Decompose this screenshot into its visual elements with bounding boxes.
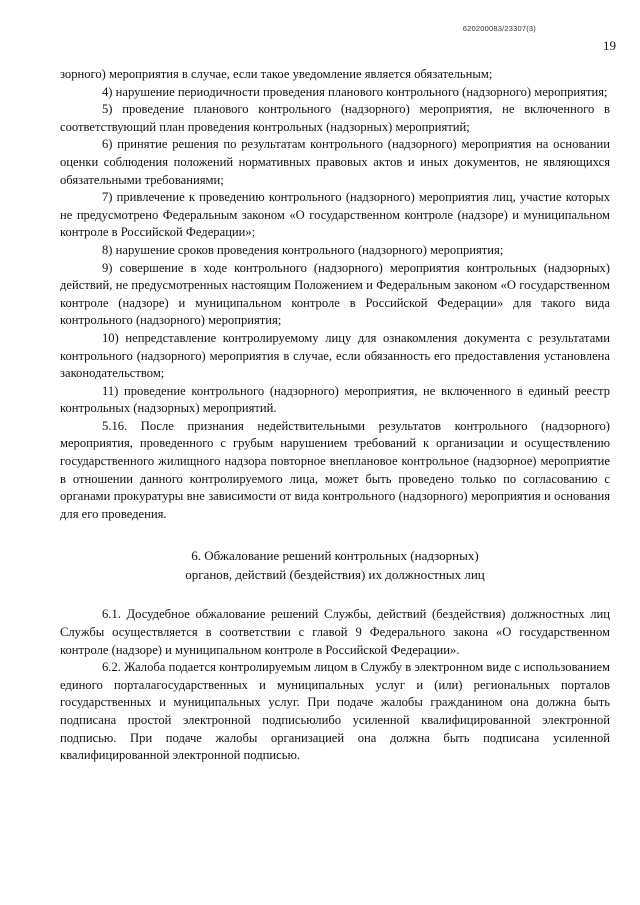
paragraph-item-11: 11) проведение контрольного (надзорного) мероприятия, не включенного в единый реестр контрольных (надзорных) мероприятий. (60, 383, 610, 416)
section-6-heading-line-2: органов, действий (бездействия) их должностных лиц (185, 567, 485, 583)
paragraph-6-1: 6.1. Досудебное обжалование решений Службы, действий (бездействия) должностных лиц Службы осуществляется в соответствии с главой 9 Федерального закона «О государственном контроле (надзоре) и муниципальном контроле в Российской Федерации». (60, 607, 610, 657)
page-number: 19 (603, 38, 616, 53)
document-code: 620200083/23307(3) (462, 24, 536, 33)
paragraph-item-5: 5) проведение планового контрольного (надзорного) мероприятия, не включенного в соответствующий план проведения контрольных (надзорных) мероприятий; (60, 102, 610, 134)
paragraph-6-2: 6.2. Жалоба подается контролируемым лицом в Службу в электронном виде с использованием единого порталагосударственных и муниципальных услуг и (или) региональных порталов государственных и муниципальных услуг. При подаче жалобы гражданином она должна быть подписана простой электронной подписьюлибо усиленной квалифицированной электронной подписью. При подаче жалобы организацией она должна быть подписана усиленной квалифицированной электронной подписью. (60, 660, 610, 763)
paragraph-5-16: 5.16. После признания недействительными результатов контрольного (надзорного) мероприятия, проведенного с грубым нарушением требований к организации и осуществлению государственного жилищного надзора повторное внеплановое контрольное (надзорное) мероприятие в отношении данного контролируемого лица, может быть проведено только по согласованию с органами прокуратуры вне зависимости от вида контрольного (надзорного) мероприятия и основания для его проведения. (60, 418, 610, 521)
paragraph-item-8: 8) нарушение сроков проведения контрольного (надзорного) мероприятия; (102, 242, 504, 257)
paragraph-item-9: 9) совершение в ходе контрольного (надзорного) мероприятия контрольных (надзорных) действий, не предусмотренных настоящим Положением и Федеральным законом «О государственном контроле (надзоре) и муниципальном контроле в Российской Федерации» для такого вида контрольного (надзорного) мероприятия; (60, 260, 610, 328)
section-6-heading-line-1: 6. Обжалование решений контрольных (надзорных) (191, 548, 479, 564)
document-body (60, 66, 610, 765)
paragraph-item-4: 4) нарушение периодичности проведения планового контрольного (надзорного) мероприятия; (102, 84, 608, 99)
paragraph-item-10: 10) непредставление контролируемому лицу для ознакомления документа с результатами контрольного (надзорного) мероприятия в случае, если обязанность его предоставления установлена законодательством; (60, 330, 610, 381)
paragraph-continuation: зорного) мероприятия в случае, если такое уведомление является обязательным; (60, 67, 493, 81)
paragraph-item-7: 7) привлечение к проведению контрольного (надзорного) мероприятия лиц, участие которых не предусмотрено Федеральным законом «О государственном контроле (надзоре) и муниципальном контроле в Российской Федерации»; (60, 190, 610, 240)
section-6-heading (60, 546, 610, 584)
paragraph-item-6: 6) принятие решения по результатам контрольного (надзорного) мероприятия на основании оценки соблюдения положений нормативных правовых актов и иных документов, не являющихся обязательными требованиями; (60, 137, 610, 187)
